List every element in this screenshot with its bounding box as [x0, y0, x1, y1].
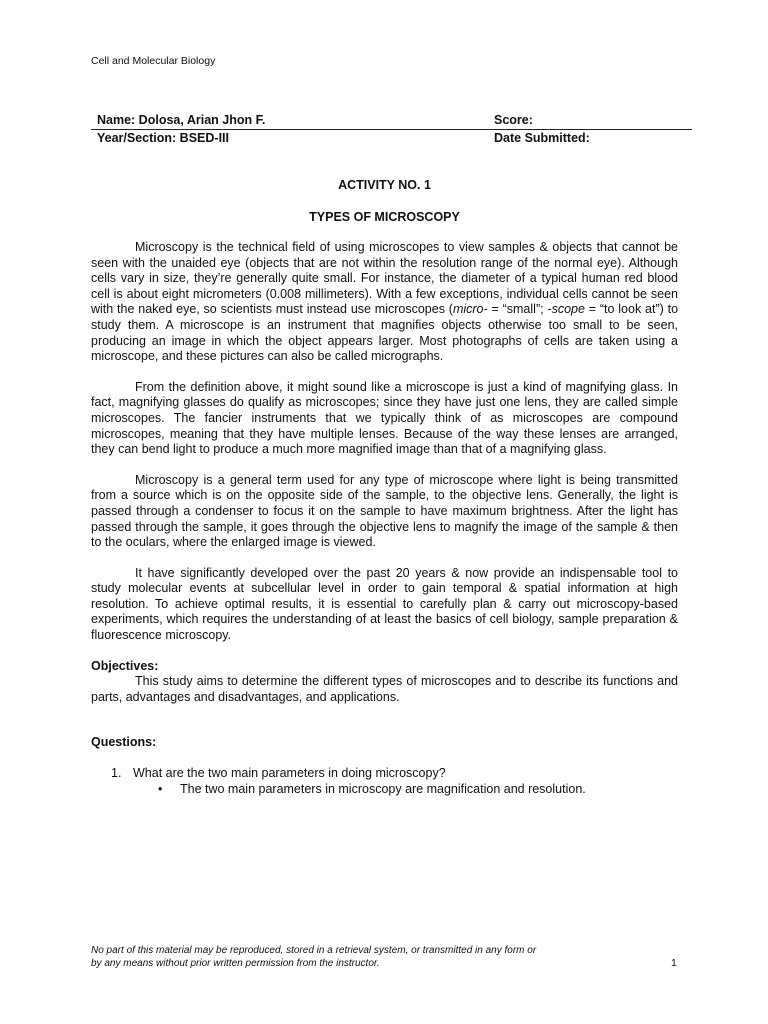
activity-title: ACTIVITY NO. 1 — [338, 178, 431, 192]
paragraph-1-part-a: Microscopy is the technical field of using microscopes to view samples & objects that cannot be seen with the unaided eye (objects that are not within the resolution range of the normal eye). Although cells vary in size, they’re generally quite small. For instance, the diameter of a typical human red blood cell is about eight micrometers (0.008 millimeters). With a few exceptions, individual cells cannot be seen with the naked eye, so scientists must instead use microscopes ( — [91, 240, 678, 317]
copyright-line-1: No part of this material may be reproduced, stored in a retrieval system, or transmitted in any form or — [91, 945, 537, 956]
answer-item — [158, 782, 678, 798]
term-micro: micro- — [452, 302, 488, 317]
bullet-icon: • — [158, 781, 163, 796]
objectives-text: This study aims to determine the different types of microscopes and to describe its functions and parts, advantages and disadvantages, and applications. — [91, 674, 678, 704]
paragraph-3: Microscopy is a general term used for any type of microscope where light is being transmitted from a source which is on the opposite side of the sample, to the objective lens. Generally, the light is passed through a condenser to focus it on the sample to have maximum brightness. After the light has passed through the sample, it goes through the objective lens to magnify the image of the sample & then to the oculars, where the enlarged image is viewed. — [91, 472, 678, 550]
score-label: Score: — [494, 113, 533, 127]
info-row-section — [91, 130, 692, 147]
term-scope: -scope — [547, 302, 585, 317]
paragraph-4: It have significantly developed over the past 20 years & now provide an indispensable tool to study molecular events at subcellular level in order to gain temporal & spatial information at high resolution. To achieve optimal results, it is essential to carefully plan & carry out microscopy-based experiments, which requires the understanding of at least the basics of cell biology, sample preparation & fluorescence microscopy. — [91, 565, 678, 643]
copyright-notice — [91, 944, 611, 970]
answer-text: The two main parameters in microscopy are magnification and resolution. — [180, 781, 586, 796]
objectives-heading: Objectives: — [91, 658, 159, 673]
paragraph-1-part-b: = “small”; — [487, 302, 548, 317]
paragraph-1 — [91, 240, 678, 365]
questions-heading: Questions: — [91, 735, 157, 750]
student-name: Name: Dolosa, Arian Jhon F. — [97, 113, 266, 127]
copyright-line-2: by any means without prior written permission from the instructor. — [91, 958, 380, 969]
subject-title: TYPES OF MICROSCOPY — [309, 210, 460, 224]
question-number: 1. — [111, 766, 122, 781]
info-row-name — [91, 112, 692, 130]
paragraph-2: From the definition above, it might sound like a microscope is just a kind of magnifying glass. In fact, magnifying glasses do qualify as microscopes; since they have just one lens, they are called simple microscopes. The fancier instruments that we typically think of as microscopes are compound microscopes, meaning that they have multiple lenses. Because of the way these lenses are arranged, they can bend light to produce a much more magnified image than that of a magnifying glass. — [91, 379, 678, 457]
student-info-table — [91, 112, 692, 147]
question-item — [111, 766, 678, 782]
year-section: Year/Section: BSED-III — [97, 131, 229, 145]
paragraph-1-part-c: = “to look at”) to study them. A microscope is an instrument that magnifies objects otherwise too small to be seen, producing an image in which the object appears larger. Most photographs of cells are taken using a microscope, and these pictures can also be called micrographs. — [91, 302, 679, 364]
page-number: 1 — [671, 957, 677, 969]
question-text: What are the two main parameters in doing microscopy? — [133, 766, 446, 781]
course-header: Cell and Molecular Biology — [91, 55, 216, 67]
document-body — [91, 240, 678, 797]
date-submitted-label: Date Submitted: — [494, 131, 590, 145]
